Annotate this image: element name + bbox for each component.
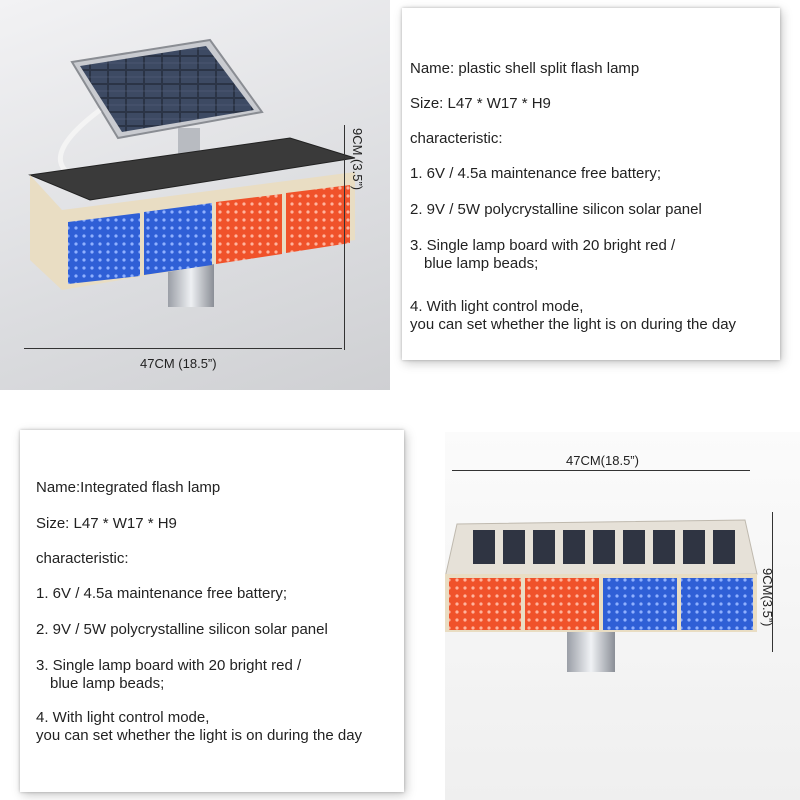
height-dimension-label: 9CM(3.5”) (760, 568, 775, 627)
red-lamp-board (286, 185, 350, 253)
height-dimension-line (344, 125, 345, 350)
integrated-flash-lamp-photo (445, 432, 800, 800)
feature-item: 2. 9V / 5W polycrystalline silicon solar panel (410, 201, 702, 218)
width-dimension-line (24, 348, 342, 349)
blue-lamp-board (68, 213, 140, 284)
product-size: Size: L47 * W17 * H9 (410, 95, 551, 112)
width-dimension-label: 47CM(18.5”) (566, 453, 639, 468)
feature-item: 3. Single lamp board with 20 bright red / (36, 657, 302, 674)
feature-item-continued: you can set whether the light is on during the day (36, 727, 363, 744)
feature-item: 2. 9V / 5W polycrystalline silicon solar panel (36, 621, 328, 638)
width-dimension-label: 47CM (18.5”) (140, 356, 217, 371)
product-size: Size: L47 * W17 * H9 (36, 515, 177, 532)
spec-card-split-lamp (402, 8, 780, 360)
feature-item: 4. With light control mode, (410, 298, 584, 315)
feature-item: 3. Single lamp board with 20 bright red / (410, 237, 676, 254)
feature-item: 4. With light control mode, (36, 709, 210, 726)
width-dimension-line (452, 470, 750, 471)
product-name: Name:Integrated flash lamp (36, 479, 221, 496)
feature-item: 1. 6V / 4.5a maintenance free battery; (36, 585, 287, 602)
characteristic-heading: characteristic: (36, 550, 129, 567)
feature-item: 1. 6V / 4.5a maintenance free battery; (410, 165, 661, 182)
spec-card-integrated-lamp (20, 430, 404, 792)
split-flash-lamp-photo (0, 0, 390, 390)
split-flash-lamp-illustration (0, 0, 390, 390)
red-lamp-board (216, 194, 282, 264)
red-lamp-board (449, 578, 521, 630)
feature-item-continued: blue lamp beads; (50, 675, 165, 692)
blue-lamp-board (681, 578, 753, 630)
characteristic-heading: characteristic: (410, 130, 503, 147)
lamp-housing-side (30, 175, 62, 290)
solar-cells (473, 530, 735, 564)
mounting-pole (567, 628, 615, 672)
integrated-flash-lamp-illustration (445, 432, 800, 800)
red-lamp-board (525, 578, 599, 630)
feature-item-continued: you can set whether the light is on during the day (410, 316, 737, 333)
height-dimension-label: 9CM (3.5”) (350, 128, 365, 191)
blue-lamp-board (603, 578, 677, 630)
feature-item-continued: blue lamp beads; (424, 255, 539, 272)
product-name: Name: plastic shell split flash lamp (410, 60, 640, 77)
blue-lamp-board (144, 203, 212, 275)
